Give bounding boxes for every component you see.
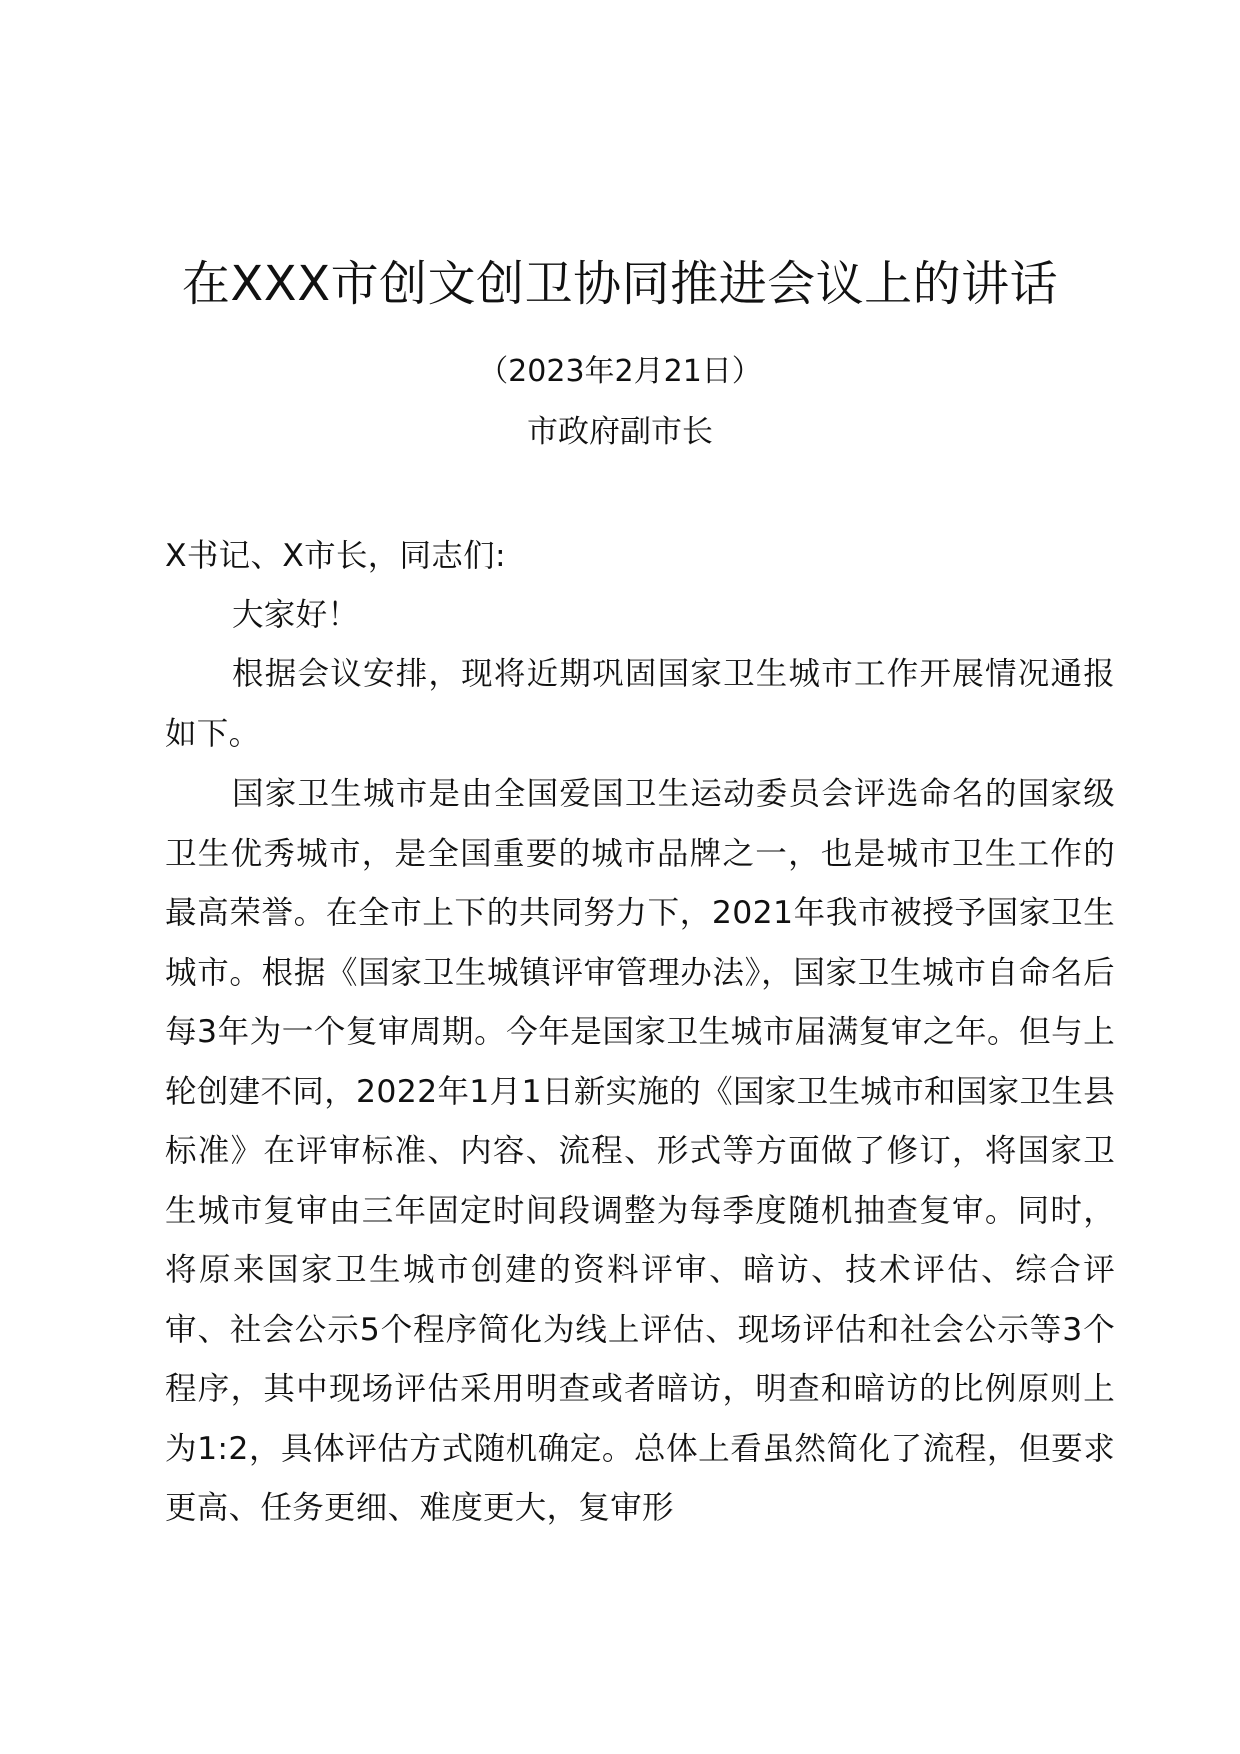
salutation: X书记、X市长，同志们: — [165, 538, 506, 574]
document-title: 在XXX市创文创卫协同推进会议上的讲话 — [181, 256, 1059, 312]
paragraph-intro: 根据会议安排，现将近期巩固国家卫生城市工作开展情况通报如下。 — [165, 656, 1115, 752]
paragraph-greeting: 大家好！ — [232, 597, 360, 633]
paragraph-main: 国家卫生城市是由全国爱国卫生运动委员会评选命名的国家级卫生优秀城市，是全国重要的城市品牌之一，也是城市卫生工作的最高荣誉。在全市上下的共同努力下，2021年我市被授予国家卫生城市。根据《国家卫生城镇评审管理办法》，国家卫生城市自命名后每3年为一个复审周期。今年是国家卫生城市届满复审之年。但与上轮创建不同，2022年1月1日新实施的《国家卫生城市和国家卫生县标准》在评审标准、内容、流程、形式等方面做了修订，将国家卫生城市复审由三年固定时间段调整为每季度随机抽查复审。同时，将原来国家卫生城市创建的资料评审、暗访、技术评估、综合评审、社会公示5个程序简化为线上评估、现场评估和社会公示等3个程序，其中现场评估采用明查或者暗访，明查和暗访的比例原则上为1:2，具体评估方式随机确定。总体上看虽然简化了流程，但要求更高、任务更细、难度更大，复审形 — [165, 776, 1115, 1526]
speaker-title: 市政府副市长 — [527, 414, 713, 450]
speech-date: （2023年2月21日） — [478, 354, 762, 389]
